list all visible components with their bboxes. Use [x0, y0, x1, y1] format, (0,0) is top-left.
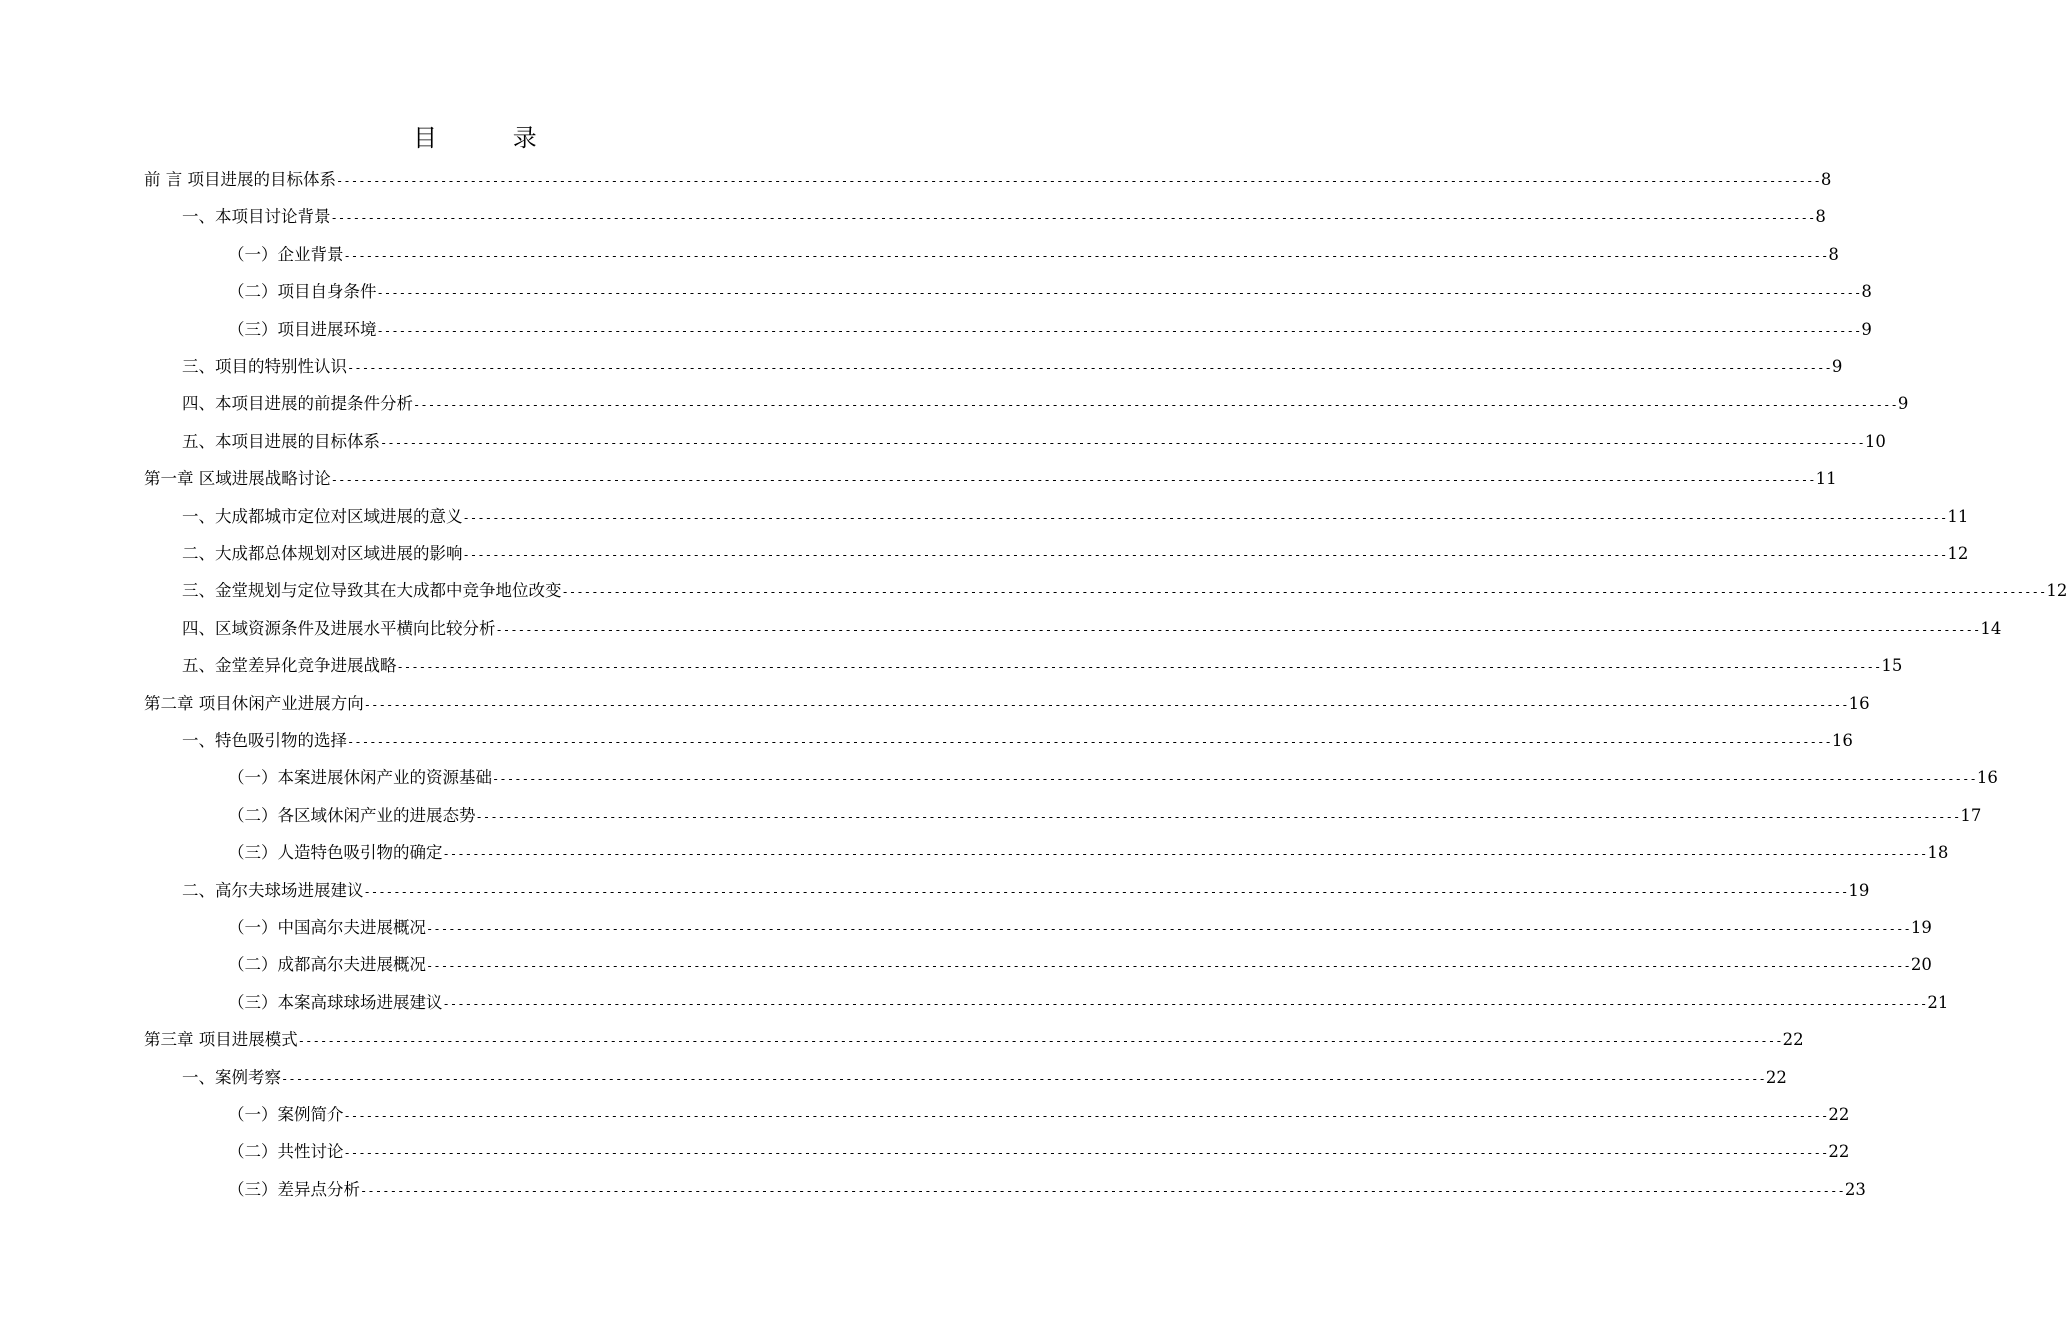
toc-entry[interactable]	[228, 1101, 1850, 1138]
toc-leader-dashes: --------------------------------------------------------------------------------------------------------------------------------------------------------------------------------------------------------	[363, 884, 1849, 899]
toc-leader-dashes: --------------------------------------------------------------------------------------------------------------------------------------------------------------------------------------------------------	[475, 809, 1961, 824]
toc-leader-dashes: --------------------------------------------------------------------------------------------------------------------------------------------------------------------------------------------------------	[380, 435, 1865, 450]
toc-entry[interactable]	[228, 241, 1839, 278]
toc-entry-label: （一）本案进展休闲产业的资源基础	[228, 768, 492, 788]
toc-entry-page-number: 14	[1980, 618, 2002, 638]
toc-entry-label: （三）项目进展环境	[228, 319, 377, 339]
toc-entry-label: 四、区域资源条件及进展水平横向比较分析	[182, 618, 496, 638]
toc-entry[interactable]	[144, 465, 1837, 502]
toc-leader-dashes: --------------------------------------------------------------------------------------------------------------------------------------------------------------------------------------------------------	[343, 248, 1829, 263]
toc-entry-page-number: 8	[1815, 207, 1826, 227]
toc-leader-dashes: --------------------------------------------------------------------------------------------------------------------------------------------------------------------------------------------------------	[462, 510, 1948, 525]
toc-leader-dashes: --------------------------------------------------------------------------------------------------------------------------------------------------------------------------------------------------------	[336, 174, 1821, 188]
toc-entry[interactable]	[182, 503, 1969, 540]
toc-entry-label: 五、本项目进展的目标体系	[182, 431, 380, 451]
toc-entry[interactable]	[182, 390, 1909, 427]
toc-leader-dashes: --------------------------------------------------------------------------------------------------------------------------------------------------------------------------------------------------------	[330, 473, 1816, 488]
toc-entry-label: 一、本项目讨论背景	[182, 207, 331, 227]
toc-entry[interactable]	[182, 203, 1826, 240]
toc-entry-page-number: 11	[1815, 469, 1837, 489]
toc-leader-dashes: --------------------------------------------------------------------------------------------------------------------------------------------------------------------------------------------------------	[413, 398, 1898, 413]
toc-entry-page-number: 15	[1881, 656, 1903, 676]
toc-entry-label: 前 言 项目进展的目标体系	[144, 170, 336, 189]
toc-leader-dashes: --------------------------------------------------------------------------------------------------------------------------------------------------------------------------------------------------------	[442, 996, 1928, 1011]
toc-entry[interactable]	[182, 353, 1843, 390]
toc-entry-page-number: 11	[1947, 506, 1969, 526]
toc-entry[interactable]	[182, 652, 1903, 689]
toc-entry-label: （三）本案高球球场进展建议	[228, 992, 443, 1012]
toc-entry-page-number: 8	[1828, 244, 1839, 264]
toc-entry[interactable]	[182, 1064, 1787, 1101]
toc-entry-page-number: 9	[1897, 394, 1909, 414]
toc-entry-page-number: 19	[1910, 918, 1932, 937]
toc-entry[interactable]	[182, 428, 1886, 465]
toc-entry-page-number: 9	[1831, 357, 1843, 376]
toc-entry-page-number: 18	[1927, 843, 1949, 863]
toc-entry-label: 第二章 项目休闲产业进展方向	[144, 693, 364, 713]
toc-leader-dashes: --------------------------------------------------------------------------------------------------------------------------------------------------------------------------------------------------------	[360, 1183, 1845, 1198]
toc-entry-label: 一、案例考察	[182, 1067, 281, 1087]
toc-entry-label: （二）成都高尔夫进展概况	[228, 955, 426, 975]
toc-entry-page-number: 16	[1831, 731, 1853, 750]
toc-entry-label: 三、项目的特别性认识	[182, 357, 347, 376]
toc-entry-page-number: 19	[1848, 880, 1870, 900]
toc-entry[interactable]	[228, 1138, 1850, 1175]
toc-entry[interactable]	[228, 951, 1932, 988]
toc-entry[interactable]	[228, 278, 1872, 315]
toc-entry-page-number: 17	[1960, 805, 1982, 825]
toc-entry-page-number: 22	[1828, 1142, 1850, 1162]
toc-leader-dashes: --------------------------------------------------------------------------------------------------------------------------------------------------------------------------------------------------------	[347, 735, 1832, 749]
toc-entry-label: 一、特色吸引物的选择	[182, 731, 347, 750]
toc-entry-page-number: 23	[1844, 1179, 1866, 1199]
toc-entry[interactable]	[182, 877, 1870, 914]
toc-entry-page-number: 16	[1976, 768, 1998, 788]
toc-entry[interactable]	[228, 316, 1872, 353]
toc-entry-label: （二）项目自身条件	[228, 282, 377, 302]
toc-entry-page-number: 12	[1947, 544, 1969, 563]
toc-entry-label: 第三章 项目进展模式	[144, 1030, 298, 1050]
toc-entry-label: （一）企业背景	[228, 244, 344, 264]
toc-entry-page-number: 9	[1861, 319, 1872, 339]
toc-entry-page-number: 22	[1782, 1030, 1804, 1050]
toc-leader-dashes: --------------------------------------------------------------------------------------------------------------------------------------------------------------------------------------------------------	[297, 1034, 1783, 1049]
toc-leader-dashes: --------------------------------------------------------------------------------------------------------------------------------------------------------------------------------------------------------	[492, 772, 1977, 787]
toc-leader-dashes: --------------------------------------------------------------------------------------------------------------------------------------------------------------------------------------------------------	[376, 286, 1862, 301]
toc-leader-dashes: --------------------------------------------------------------------------------------------------------------------------------------------------------------------------------------------------------	[281, 1071, 1766, 1086]
toc-leader-dashes: --------------------------------------------------------------------------------------------------------------------------------------------------------------------------------------------------------	[363, 697, 1849, 712]
toc-entry-page-number: 22	[1828, 1105, 1850, 1124]
toc-entry-label: （二）共性讨论	[228, 1142, 344, 1162]
toc-entry[interactable]	[144, 690, 1870, 727]
toc-leader-dashes: --------------------------------------------------------------------------------------------------------------------------------------------------------------------------------------------------------	[561, 585, 2047, 600]
toc-leader-dashes: --------------------------------------------------------------------------------------------------------------------------------------------------------------------------------------------------------	[343, 1109, 1829, 1123]
toc-entry[interactable]	[228, 1176, 1866, 1213]
toc-leader-dashes: --------------------------------------------------------------------------------------------------------------------------------------------------------------------------------------------------------	[426, 922, 1911, 936]
toc-entry[interactable]	[182, 615, 2002, 652]
toc-entry-label: 五、金堂差异化竞争进展战略	[182, 656, 397, 676]
toc-entry-page-number: 20	[1910, 955, 1932, 975]
toc-leader-dashes: --------------------------------------------------------------------------------------------------------------------------------------------------------------------------------------------------------	[347, 361, 1832, 375]
toc-entry[interactable]	[144, 1026, 1804, 1063]
toc-entry[interactable]	[182, 727, 1853, 764]
toc-entry[interactable]	[144, 166, 1832, 203]
toc-entry-label: 第一章 区域进展战略讨论	[144, 469, 331, 489]
toc-entry[interactable]	[228, 802, 1982, 839]
toc-entry-label: 二、高尔夫球场进展建议	[182, 880, 364, 900]
toc-entry-label: （一）中国高尔夫进展概况	[228, 918, 426, 937]
toc-entry[interactable]	[228, 764, 1998, 801]
toc-entry-page-number: 10	[1864, 431, 1886, 451]
toc-entry-label: 四、本项目进展的前提条件分析	[182, 394, 413, 414]
toc-entry-page-number: 16	[1848, 693, 1870, 713]
toc-leader-dashes: --------------------------------------------------------------------------------------------------------------------------------------------------------------------------------------------------------	[396, 660, 1882, 675]
toc-entry-label: （三）差异点分析	[228, 1179, 360, 1199]
toc-entry-label: （一）案例简介	[228, 1105, 344, 1124]
toc-entry[interactable]	[228, 914, 1932, 951]
toc-entry-label: （三）人造特色吸引物的确定	[228, 843, 443, 863]
toc-entry[interactable]	[182, 577, 2067, 614]
toc-entry-label: 一、大成都城市定位对区域进展的意义	[182, 506, 463, 526]
toc-entry-label: （二）各区域休闲产业的进展态势	[228, 805, 476, 825]
toc-leader-dashes: --------------------------------------------------------------------------------------------------------------------------------------------------------------------------------------------------------	[330, 211, 1816, 226]
toc-leader-dashes: --------------------------------------------------------------------------------------------------------------------------------------------------------------------------------------------------------	[495, 622, 1981, 637]
toc-entry[interactable]	[228, 839, 1949, 876]
toc-entry-page-number: 12	[2046, 581, 2067, 601]
toc-entry-page-number: 22	[1765, 1067, 1787, 1087]
toc-leader-dashes: --------------------------------------------------------------------------------------------------------------------------------------------------------------------------------------------------------	[462, 548, 1948, 562]
toc-entry-page-number: 8	[1861, 282, 1872, 302]
toc-title: 目 录	[413, 124, 571, 152]
toc-leader-dashes: --------------------------------------------------------------------------------------------------------------------------------------------------------------------------------------------------------	[376, 323, 1862, 338]
toc-entry-label: 二、大成都总体规划对区域进展的影响	[182, 544, 463, 563]
toc-leader-dashes: --------------------------------------------------------------------------------------------------------------------------------------------------------------------------------------------------------	[442, 847, 1928, 862]
toc-entry-page-number: 8	[1820, 170, 1832, 189]
toc-entry[interactable]	[182, 540, 1969, 577]
toc-entry-page-number: 21	[1927, 992, 1949, 1012]
toc-leader-dashes: --------------------------------------------------------------------------------------------------------------------------------------------------------------------------------------------------------	[426, 959, 1911, 974]
toc-leader-dashes: --------------------------------------------------------------------------------------------------------------------------------------------------------------------------------------------------------	[343, 1146, 1829, 1161]
toc-entry-label: 三、金堂规划与定位导致其在大成都中竞争地位改变	[182, 581, 562, 601]
toc-entry[interactable]	[228, 989, 1949, 1026]
